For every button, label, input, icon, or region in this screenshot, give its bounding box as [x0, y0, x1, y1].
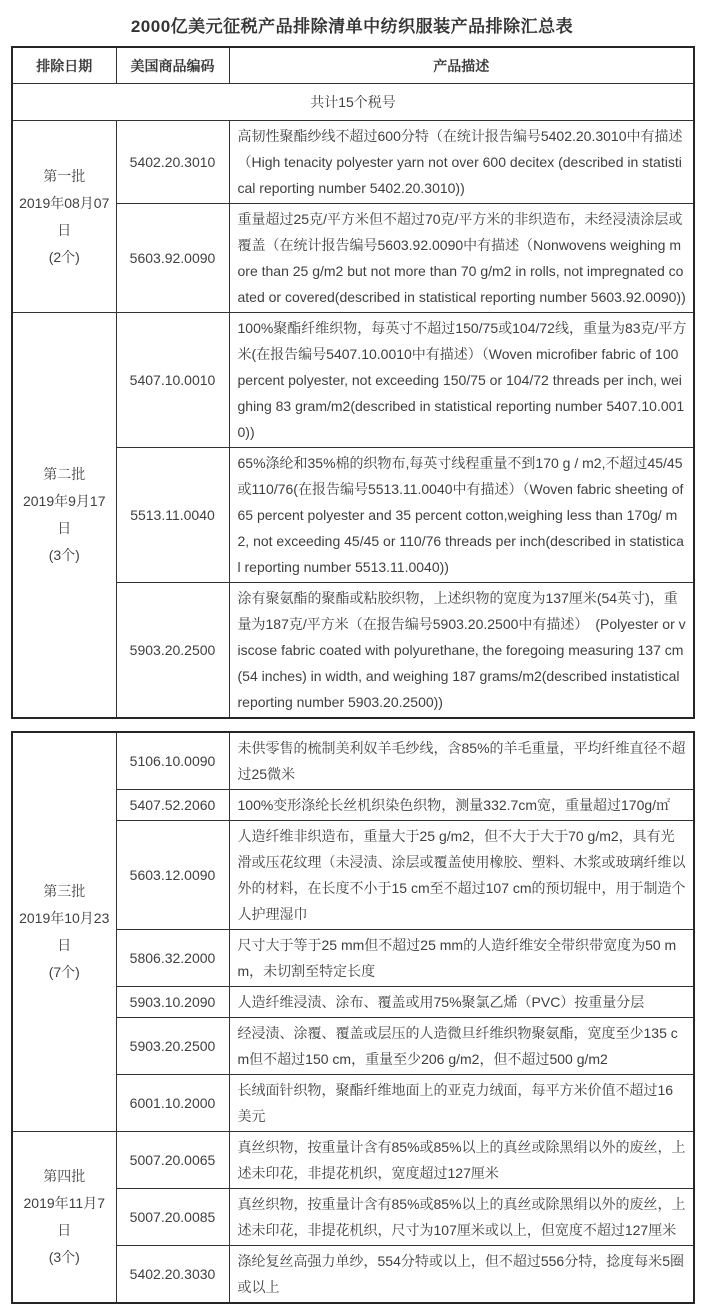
- product-description-cell: 长绒面针织物，聚酯纤维地面上的亚克力绒面，每平方米价值不超过16美元: [229, 1075, 694, 1132]
- batch-label-cell: [12, 313, 116, 719]
- table-row: [12, 732, 694, 790]
- summary-table-lower: [11, 731, 695, 1304]
- batch-label-cell: [12, 121, 116, 313]
- hs-code-cell: 5603.92.0090: [116, 204, 229, 313]
- product-description-cell: 未供零售的梳制美利奴羊毛纱线，含85%的羊毛重量，平均纤维直径不超过25微米: [229, 732, 694, 790]
- product-description-cell: 涂有聚氨酯的聚酯或粘胶织物，上述织物的宽度为137厘米(54英寸)，重量为187克/平方米（在报告编号5903.20.2500中有描述） (Polyester or viscose fabric coated with polyurethane, the foregoing measuring 137 cm (54 inches) in width, and weighing 187 grams/m2(described instatistical reporting number 5903.20.2500)): [229, 583, 694, 719]
- summary-row: [12, 84, 694, 121]
- product-description-cell: 100%变形涤纶长丝机织染色织物，测量332.7cm宽，重量超过170g/㎡: [229, 790, 694, 821]
- hs-code-cell: 5407.10.0010: [116, 313, 229, 448]
- table-header-row: [12, 47, 694, 84]
- product-description-cell: 高韧性聚酯纱线不超过600分特（在统计报告编号5402.20.3010中有描述 （High tenacity polyester yarn not over 600 decitex (described in statistical reporting number 5402.20.3010)): [229, 121, 694, 204]
- batch-count: (3个): [48, 547, 80, 563]
- hs-code-cell: 5903.20.2500: [116, 1018, 229, 1075]
- hs-code-cell: 5407.52.2060: [116, 790, 229, 821]
- column-header: 排除日期: [12, 47, 116, 84]
- product-description-cell: 人造纤维浸渍、涂布、覆盖或用75%聚氯乙烯（PVC）按重量分层: [229, 987, 694, 1018]
- product-description-cell: 重量超过25克/平方米但不超过70克/平方米的非织造布，未经浸渍涂层或覆盖（在统计报告编号5603.92.0090中有描述（Nonwovens weighing more than 25 g/m2 but not more than 70 g/m2 in rolls, not impregnated coated or covered(described in statistical reporting number 5603.92.0090)): [229, 204, 694, 313]
- hs-code-cell: 5903.20.2500: [116, 583, 229, 719]
- exclusion-summary-tables: [0, 46, 704, 1304]
- batch-date-suffix: 日: [57, 520, 72, 536]
- batch-name: 第三批: [43, 883, 86, 899]
- table-row: [12, 1132, 694, 1189]
- summary-table-upper: [11, 46, 695, 719]
- hs-code-cell: 5603.12.0090: [116, 821, 229, 930]
- product-description-cell: 人造纤维非织造布，重量大于25 g/m2，但不大于大于70 g/m2，具有光滑或压花纹理（未浸渍、涂层或覆盖使用橡胶、塑料、木浆或玻璃纤维以外的材料，在长度不小于15 cm至不超过107 cm的预切辊中，用于制造个人护理湿巾: [229, 821, 694, 930]
- hs-code-cell: 5903.10.2090: [116, 987, 229, 1018]
- product-description-cell: 尺寸大于等于25 mm但不超过25 mm的人造纤维安全带织带宽度为50 mm，未切割至特定长度: [229, 930, 694, 987]
- hs-code-cell: 5007.20.0065: [116, 1132, 229, 1189]
- hs-code-cell: 5513.11.0040: [116, 448, 229, 583]
- product-description-cell: 65%涤纶和35%棉的织物布,每英寸线程重量不到170 g / m2,不超过45/45或110/76(在报告编号5513.11.0040中有描述）（Woven fabric sheeting of 65 percent polyester and 35 percent cotton,weighing less than 170g/ m2, not exceeding 45/45 or 110/76 threads per inch(described in statistical reporting number 5513.11.0040)): [229, 448, 694, 583]
- batch-count: (7个): [48, 964, 80, 980]
- column-header: 产品描述: [229, 47, 694, 84]
- batch-date: 2019年10月23: [19, 910, 110, 926]
- hs-code-cell: 5402.20.3030: [116, 1246, 229, 1304]
- product-description-cell: 真丝织物，按重量计含有85%或85%以上的真丝或除黑绢以外的废丝，上述未印花，非提花机织，宽度超过127厘米: [229, 1132, 694, 1189]
- product-description-cell: 经浸渍、涂覆、覆盖或层压的人造微旦纤维织物聚氨酯，宽度至少135 cm但不超过150 cm，重量至少206 g/m2，但不超过500 g/m2: [229, 1018, 694, 1075]
- batch-name: 第四批: [43, 1168, 86, 1184]
- batch-label-cell: [12, 1132, 116, 1304]
- hs-code-cell: 5402.20.3010: [116, 121, 229, 204]
- hs-code-cell: 5806.32.2000: [116, 930, 229, 987]
- hs-code-cell: 6001.10.2000: [116, 1075, 229, 1132]
- batch-date: 2019年08月07: [19, 194, 110, 211]
- batch-label-cell: [12, 732, 116, 1132]
- table-row: [12, 121, 694, 204]
- batch-date-suffix: 日: [57, 1222, 72, 1238]
- batch-count: (3个): [48, 1249, 80, 1265]
- batch-date: 2019年9月17: [22, 493, 106, 509]
- page-title: 2000亿美元征税产品排除清单中纺织服装产品排除汇总表: [130, 17, 574, 36]
- table-section-gap: [0, 719, 704, 731]
- product-description-cell: 涤纶复丝高强力单纱，554分特或以上，但不超过556分特，捻度每米5圈或以上: [229, 1246, 694, 1304]
- product-description-cell: 100%聚酯纤维织物，每英寸不超过150/75或104/72线，重量为83克/平方米(在报告编号5407.10.0010中有描述）（Woven microfiber fabric of 100 percent polyester, not exceeding 150/75 or 104/72 threads per inch, weighing 83 gram/m2(described in statistical reporting number 5407.10.0010)): [229, 313, 694, 448]
- batch-name: 第二批: [43, 466, 86, 482]
- table-row: [12, 313, 694, 448]
- column-header: 美国商品编码: [116, 47, 229, 84]
- batch-count: (2个): [48, 248, 80, 265]
- batch-date: 2019年11月7: [23, 1195, 105, 1211]
- batch-date-suffix: 日: [57, 221, 72, 238]
- batch-name: 第一批: [43, 167, 86, 184]
- hs-code-cell: 5106.10.0090: [116, 732, 229, 790]
- hs-code-cell: 5007.20.0085: [116, 1189, 229, 1246]
- summary-cell: 共计15个税号: [12, 84, 694, 121]
- product-description-cell: 真丝织物，按重量计含有85%或85%以上的真丝或除黑绢以外的废丝，上述未印花，非提花机织，尺寸为107厘米或以上，但宽度不超过127厘米: [229, 1189, 694, 1246]
- batch-date-suffix: 日: [57, 937, 72, 953]
